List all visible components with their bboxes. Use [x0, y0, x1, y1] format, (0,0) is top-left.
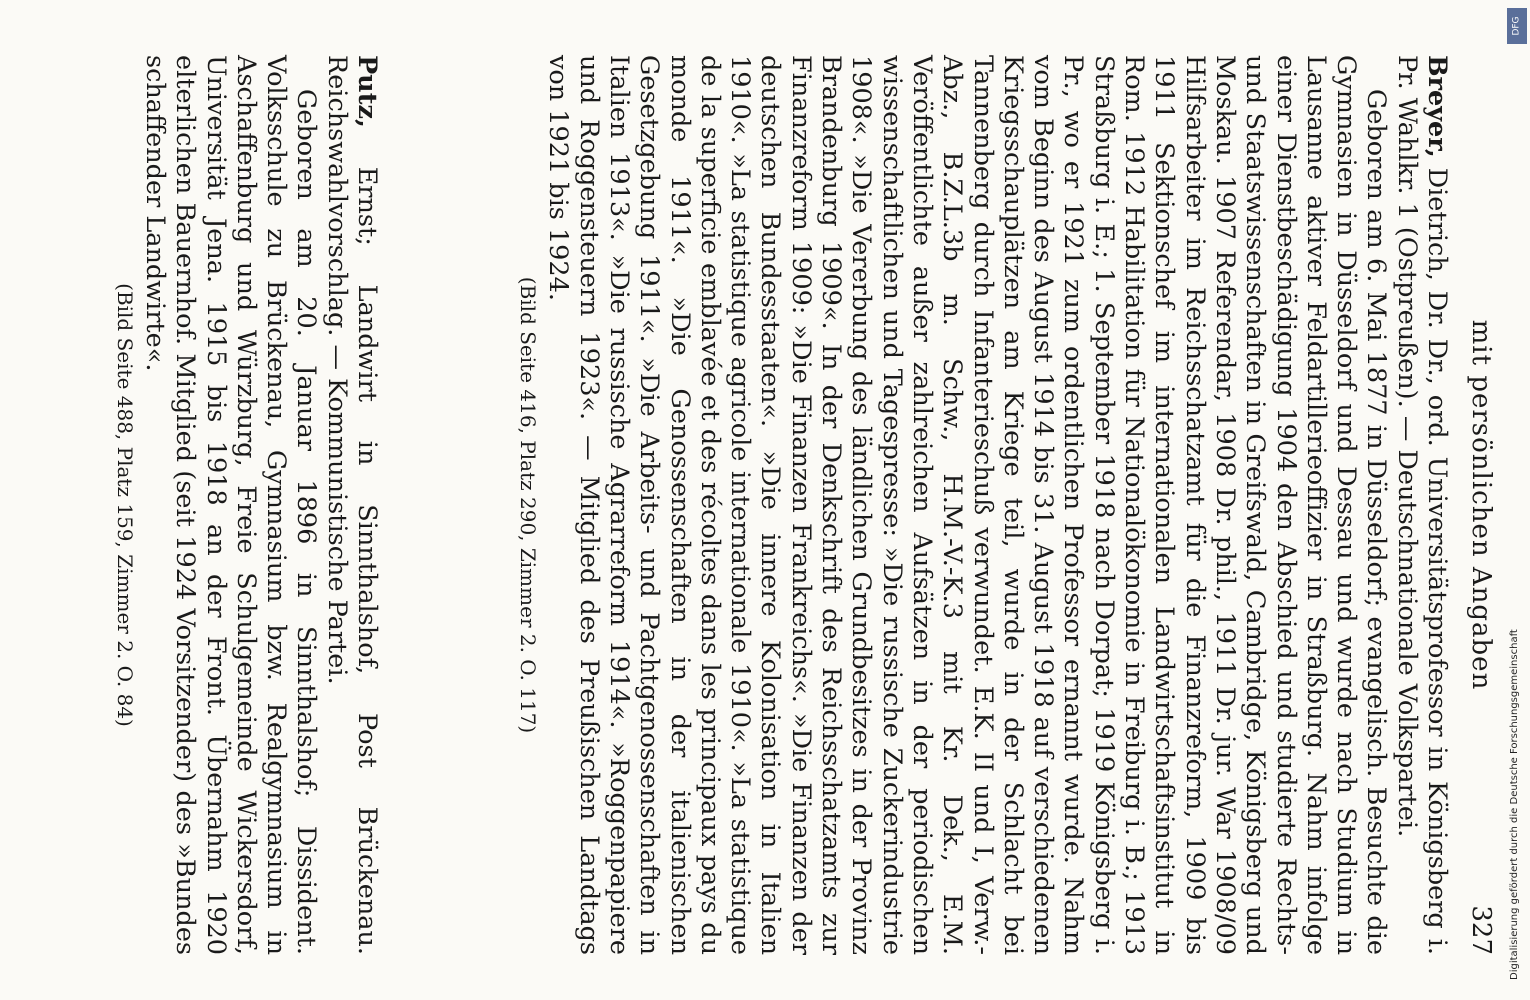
biography-entry — [109, 55, 382, 955]
page-number: 327 — [1466, 905, 1496, 955]
entry-heading — [1391, 55, 1452, 955]
photo-reference: (Bild Seite 416, Platz 290, Zimmer 2. O. 117) — [516, 276, 541, 734]
entry-biography: Geboren am 20. Januar 1896 in Sinnthalshof; Dissident. Volksschule zu Brückenau, Gymnasium bzw. Realgymnasium in Aschaffenburg und Würzburg, Freie Schulgemeinde Wickersdorf, Universität Jena. 1915 bis 1918 an der Front. Übernahm 1920 elterlichen Bauernhof. Mitglied (seit 1924 Vorsitzender) des »Bundes schaffender Landwirte«. — [139, 55, 322, 955]
credit-text: Digitalisierung gefördert durch die Deutsche Forschungsgemeinschaft — [1509, 629, 1520, 980]
page-header — [1460, 55, 1500, 955]
biography-entry — [513, 55, 1452, 955]
photo-reference: (Bild Seite 488, Platz 159, Zimmer 2. O. 84) — [112, 283, 137, 727]
entry-name: Putz, — [352, 55, 382, 128]
rotated-page — [70, 55, 1500, 955]
running-title: mit persönlichen Angaben — [1466, 319, 1496, 691]
dfg-logo-text: DFG — [1512, 16, 1522, 36]
entry-heading — [321, 55, 382, 955]
entry-name: Breyer, — [1422, 55, 1452, 158]
dfg-logo — [1507, 8, 1527, 44]
entry-biography: Geboren am 6. Mai 1877 in Düsseldorf; evangelisch. Besuchte die Gymnasien in Düsseldorf und Dessau und wurde nach Studium in Lausanne aktiver Feldartillerieoffizier in Straßburg. Nahm infolge einer Dienstbeschädigung 1904 den Abschied und studierte Rechts- und Staatswissenschaften in Greifswald, Cambridge, Königsberg und Moskau. 1907 Referendar, 1908 Dr. phil., 1911 Dr. jur. War 1908/09 Hilfsarbeiter im Reichsschatzamt für die Finanzreform, 1909 bis 1911 Sektionschef im internationalen Landwirtschaftsinstitut in Rom. 1912 Habilitation für Nationalökonomie in Freiburg i. B.; 1913 Straßburg i. E.; 1. September 1918 nach Dorpat; 1919 Königsberg i. Pr., wo er 1921 zum ordentlichen Professor ernannt wurde. Nahm vom Beginn des August 1914 bis 31. August 1918 auf verschiedenen Kriegsschauplätzen am Kriege teil, wurde in der Schlacht bei Tannenberg durch Infanterieschuß verwundet. E.K. II und I, Verw.-Abz., B.Z.L.3b m. Schw., H.M.-V.-K.3 mit Kr. Dek., E.M. Veröffentlichte außer zahlreichen Aufsätzen in der periodischen wissenschaftlichen und Tagespresse: »Die russische Zuckerindustrie 1908«. »Die Vererbung des ländlichen Grundbesitzes in der Provinz Brandenburg 1909«. In der Denkschrift des Reichsschatzamts zur Finanzreform 1909: »Die Finanzen Frankreichs«. »Die Finanzen der deutschen Bundesstaaten«. »Die innere Kolonisation in Italien 1910«. »La statistique agricole internationale 1910«. »La statistique de la superficie emblavée et des récoltes dans les principaux pays du monde 1911«. »Die Genossenschaften in der italienischen Gesetzgebung 1911«. »Die Arbeits- und Pachtgenossenschaften in Italien 1913«. »Die russische Agrarreform 1914«. »Roggenpapiere und Roggensteuern 1923«. — Mitglied des Preußischen Landtags von 1921 bis 1924. — [543, 55, 1392, 955]
page-content — [70, 55, 1500, 955]
entry-details: Dietrich, Dr. Dr., ord. Universitätsprofessor in Königsberg i. Pr. Wahlkr. 1 (Ostpreußen). — Deutschnationale Volkspartei. — [1391, 55, 1452, 955]
digitization-credit — [1500, 0, 1530, 1000]
entry-details: Ernst; Landwirt in Sinnthalshof, Post Brückenau. Reichswahlvorschlag. — Kommunistische Partei. — [321, 55, 382, 955]
